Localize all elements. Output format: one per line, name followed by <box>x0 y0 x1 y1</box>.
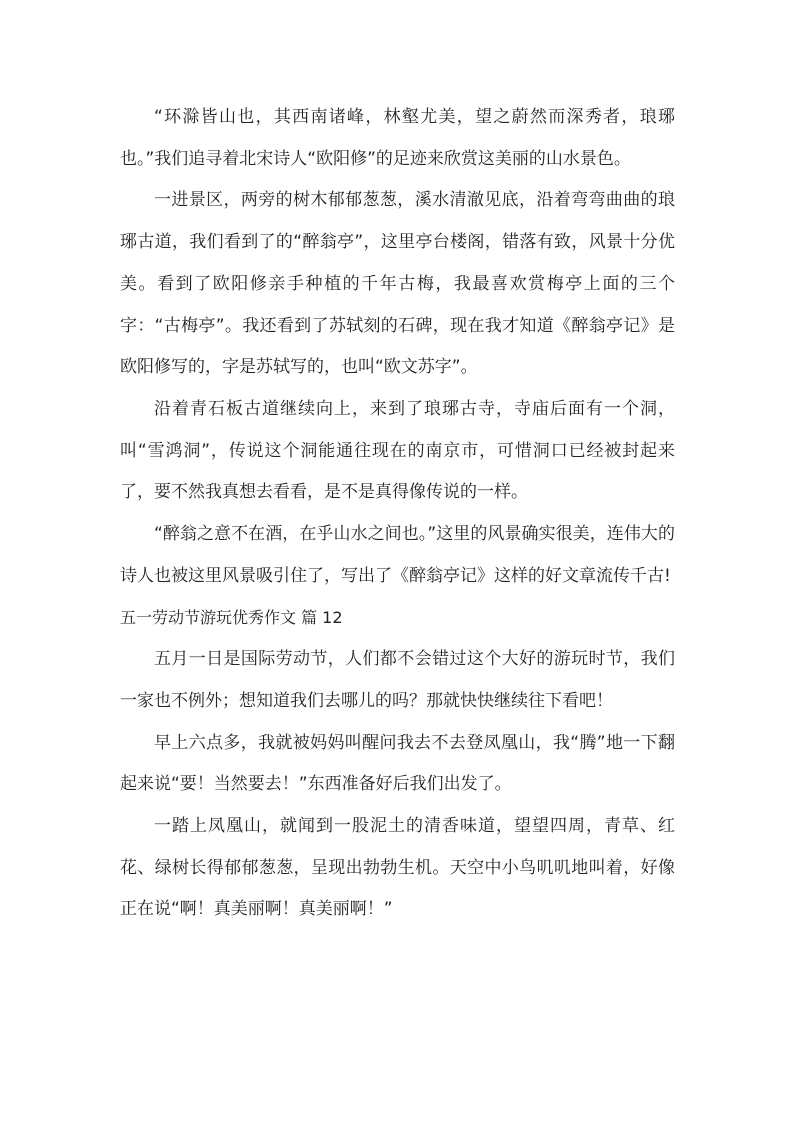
paragraph-phoenix-mountain: 一踏上凤凰山，就闻到一股泥土的清香味道，望望四周，青草、红花、绿树长得郁郁葱葱，呈现出勃勃生机。天空中小鸟叽叽地叫着，好像正在说“啊！真美丽啊！真美丽啊！” <box>120 815 675 920</box>
paragraph-langya-quote: “环滁皆山也，其西南诸峰，林壑尤美，望之蔚然而深秀者，琅琊也。”我们追寻着北宋诗人“欧阳修”的足迹来欣赏这美丽的山水景色。 <box>120 107 675 169</box>
section-heading: 五一劳动节游玩优秀作文 篇 12 <box>120 608 343 628</box>
paragraph-xuehong-cave: 沿着青石板古道继续向上，来到了琅琊古寺，寺庙后面有一个洞，叫“雪鸿洞”，传说这个洞能通往现在的南京市，可惜洞口已经被封起来了，要不然我真想去看看，是不是真得像传说的一样。 <box>120 398 675 503</box>
paragraph-labor-day-intro: 五月一日是国际劳动节，人们都不会错过这个大好的游玩时节，我们一家也不例外；想知道我们去哪儿的吗？那就快快继续往下看吧！ <box>120 649 675 711</box>
paragraph-zuiweng-pavilion: 一进景区，两旁的树木郁郁葱葱，溪水清澈见底，沿着弯弯曲曲的琅琊古道，我们看到了的“醉翁亭”，这里亭台楼阁，错落有致，风景十分优美。看到了欧阳修亲手种植的千年古梅，我最喜欢赏梅亭上面的三个字：“古梅亭”。我还看到了苏轼刻的石碑，现在我才知道《醉翁亭记》是欧阳修写的，字是苏轼写的，也叫“欧文苏字”。 <box>120 190 675 378</box>
paragraph-morning-wakeup: 早上六点多，我就被妈妈叫醒问我去不去登凤凰山，我“腾”地一下翻起来说“要！当然要去！”东西准备好后我们出发了。 <box>120 732 675 795</box>
paragraph-zuiweng-conclusion: “醉翁之意不在酒，在乎山水之间也。”这里的风景确实很美，连伟大的诗人也被这里风景吸引住了，写出了《醉翁亭记》这样的好文章流传千古! <box>120 524 675 586</box>
document-body <box>120 97 675 931</box>
